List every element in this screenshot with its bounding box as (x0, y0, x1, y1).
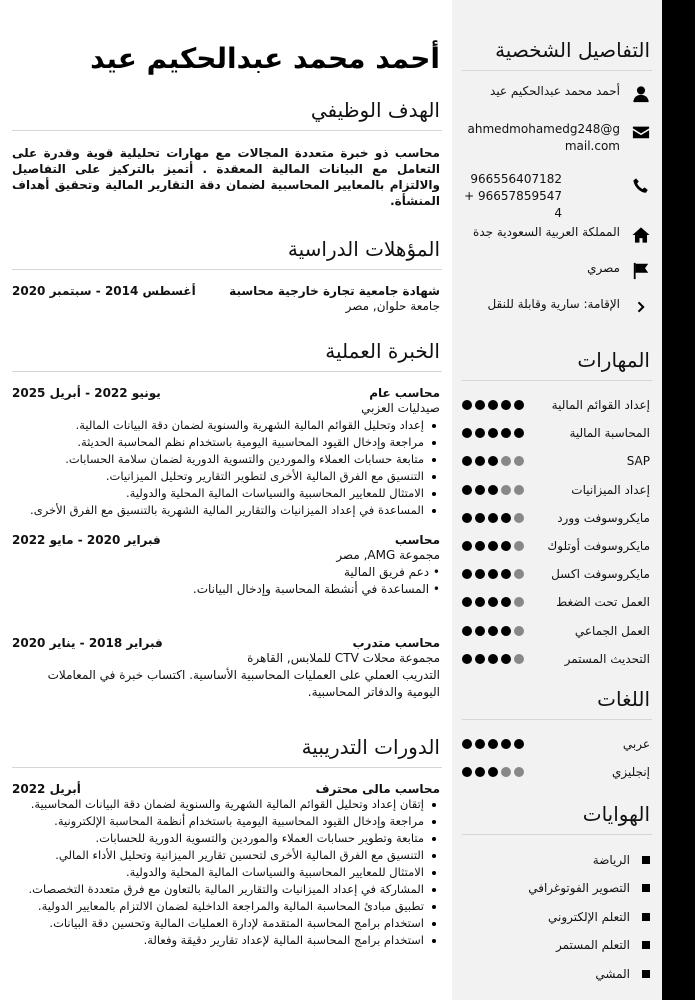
skill-name: التحديث المستمر (564, 651, 650, 666)
hobby-row (462, 902, 652, 931)
contact-residency-text: الإقامة: سارية وقابلة للنقل (487, 297, 620, 311)
filled-dot (475, 485, 485, 495)
filled-dot (501, 626, 511, 636)
empty-dot (514, 654, 524, 664)
black-edge-strip (662, 0, 695, 1000)
filled-dot (462, 597, 472, 607)
rating-dots (462, 654, 524, 664)
filled-dot (462, 428, 472, 438)
objective-text: محاسب ذو خبرة متعددة المجالات مع مهارات تحليلية قوية وقدرة على التعامل مع البيانات المالية المعقدة . أتميز بالتركيز على التفاصيل والالتزام بالمعايير المحاسبية لضمان دقة التقارير المالية وتحقيق أهداف المنشأة. (12, 146, 440, 208)
filled-dot (475, 541, 485, 551)
filled-dot (475, 400, 485, 410)
hobby-row (462, 931, 652, 960)
filled-dot (462, 456, 472, 466)
skill-name: المحاسبة المالية (569, 426, 650, 441)
experience-heading: الخبرة العملية (12, 329, 442, 372)
filled-dot (462, 513, 472, 523)
filled-dot (501, 597, 511, 607)
filled-dot (488, 767, 498, 777)
hobby-name: التعلم الإلكتروني (547, 909, 630, 924)
skill-name: العمل تحت الضغط (556, 595, 650, 610)
empty-dot (501, 456, 511, 466)
contact-nationality-text: مصري (587, 261, 620, 275)
flag-icon (630, 262, 652, 280)
job-line: • دعم فريق المالية (343, 565, 440, 579)
filled-dot (501, 654, 511, 664)
filled-dot (462, 400, 472, 410)
skill-row (462, 645, 652, 673)
empty-dot (514, 597, 524, 607)
skill-name: العمل الجماعي (574, 623, 650, 638)
filled-dot (514, 400, 524, 410)
rating-dots (462, 428, 524, 438)
language-name: عربي (622, 736, 650, 751)
rating-dots (462, 541, 524, 551)
hobby-name: التصوير الفوتوغرافي (528, 881, 630, 896)
course-header (12, 782, 442, 796)
job-company: مجموعة محلات CTV للملابس, القاهرة (247, 651, 440, 665)
job-entry (12, 386, 442, 519)
education-degree: شهادة جامعية تجارة خارجية محاسبة (229, 284, 440, 298)
filled-dot (501, 513, 511, 523)
filled-dot (488, 597, 498, 607)
filled-dot (475, 739, 485, 749)
course-date: أبريل 2022 (12, 782, 81, 796)
language-name: إنجليزي (611, 765, 650, 780)
course-bullets (12, 796, 442, 949)
skills-heading: المهارات (462, 330, 652, 381)
filled-dot (488, 739, 498, 749)
job-dates: يونيو 2022 - أبريل 2025 (12, 386, 161, 400)
empty-dot (514, 569, 524, 579)
hobby-name: المشي (595, 966, 630, 981)
bullet-item: إتقان إعداد وتحليل القوائم المالية الشهرية والسنوية لضمان دقة البيانات المحاسبية. (12, 796, 424, 813)
skill-row (462, 391, 652, 419)
job-company: مجموعة AMG, مصر (336, 548, 440, 562)
phone-icon (630, 177, 652, 195)
skill-row (462, 476, 652, 504)
filled-dot (462, 541, 472, 551)
job-header (12, 533, 442, 547)
chevron-icon (630, 298, 652, 316)
job-title: محاسب متدرب (352, 636, 440, 650)
square-bullet-icon (642, 941, 650, 949)
filled-dot (488, 654, 498, 664)
filled-dot (488, 541, 498, 551)
filled-dot (475, 626, 485, 636)
skill-name: SAP (626, 454, 650, 469)
hobbies-heading: الهوايات (462, 786, 652, 835)
hobby-name: الرياضة (592, 852, 630, 867)
skill-row (462, 617, 652, 645)
bullet-item: متابعة وتطوير حسابات العملاء والموردين والتسوية الدورية للحسابات. (12, 830, 424, 847)
skill-row (462, 588, 652, 616)
filled-dot (488, 428, 498, 438)
square-bullet-icon (642, 970, 650, 978)
language-row (462, 730, 652, 758)
bullet-item: مراجعة وإدخال القيود المحاسبية اليومية باستخدام أنظمة المحاسبة الإلكترونية. (12, 813, 424, 830)
job-bullets (12, 417, 442, 519)
filled-dot (462, 767, 472, 777)
bullet-item: إعداد وتحليل القوائم المالية الشهرية والسنوية لضمان دقة البيانات المالية. (12, 417, 424, 434)
contact-email-text[interactable]: ahmedmohamedg248@gmail.com (467, 122, 620, 153)
empty-dot (501, 485, 511, 495)
contact-email-row (462, 119, 652, 163)
courses-heading: الدورات التدريبية (12, 725, 442, 768)
bullet-item: متابعة حسابات العملاء والموردين والتسوية الدورية لضمان سلامة الحسابات. (12, 451, 424, 468)
skill-name: مايكروسوفت أوتلوك (547, 539, 650, 554)
home-icon (630, 226, 652, 244)
job-line: • المساعدة في أنشطة المحاسبة وإدخال البيانات. (192, 582, 440, 596)
rating-dots (462, 626, 524, 636)
bullet-item: التنسيق مع الفرق المالية الأخرى لتطوير التقارير وتحليل الميزانيات. (12, 468, 424, 485)
hobby-row (462, 874, 652, 903)
rating-dots (462, 400, 524, 410)
empty-dot (514, 485, 524, 495)
job-company: صيدليات العزبي (361, 401, 440, 415)
skill-name: مايكروسوفت اكسل (551, 567, 650, 582)
bullet-item: الامتثال للمعايير المحاسبية والسياسات المالية المحلية والدولية. (12, 864, 424, 881)
filled-dot (488, 400, 498, 410)
bullet-item: المساعدة في إعداد الميزانيات والتقارير المالية الشهرية بالتنسيق مع الفرق الأخرى. (12, 502, 424, 519)
filled-dot (475, 654, 485, 664)
education-school: جامعة حلوان, مصر (345, 299, 440, 313)
education-dates: أغسطس 2014 - سبتمبر 2020 (12, 284, 196, 298)
contact-nationality-row (462, 258, 652, 294)
contact-address-row (462, 222, 652, 258)
hobby-row (462, 845, 652, 874)
filled-dot (501, 400, 511, 410)
filled-dot (501, 739, 511, 749)
filled-dot (475, 428, 485, 438)
filled-dot (488, 569, 498, 579)
filled-dot (501, 428, 511, 438)
filled-dot (462, 739, 472, 749)
envelope-icon (630, 123, 652, 141)
bullet-item: تطبيق مبادئ المحاسبة المالية والمراجعة الداخلية لضمان الالتزام بالمعايير الدولية. (12, 898, 424, 915)
candidate-name: أحمد محمد عبدالحكيم عيد (90, 42, 440, 75)
empty-dot (514, 513, 524, 523)
rating-dots (462, 739, 524, 749)
language-row (462, 758, 652, 786)
skill-name: مايكروسوفت وورد (557, 510, 650, 525)
empty-dot (514, 626, 524, 636)
job-entry (12, 636, 442, 701)
bullet-item: مراجعة وإدخال القيود المحاسبية اليومية باستخدام نظم المحاسبة الحديثة. (12, 434, 424, 451)
filled-dot (514, 428, 524, 438)
languages-list (462, 730, 652, 786)
job-dates: فبراير 2018 - يناير 2020 (12, 636, 163, 650)
filled-dot (462, 485, 472, 495)
filled-dot (475, 597, 485, 607)
hobbies-list (462, 845, 652, 988)
contact-name-text: أحمد محمد عبدالحكيم عيد (490, 84, 620, 98)
contact-phone-text[interactable]: 966556407182+ 966578595474 (464, 172, 562, 220)
objective-heading: الهدف الوظيفي (12, 88, 442, 131)
filled-dot (462, 626, 472, 636)
hobby-name: التعلم المستمر (556, 938, 630, 953)
filled-dot (488, 456, 498, 466)
bullet-item: استخدام برامج المحاسبة المتقدمة لإدارة العمليات المالية وتحسين دقة البيانات. (12, 915, 424, 932)
languages-heading: اللغات (462, 673, 652, 720)
job-title: محاسب عام (369, 386, 440, 400)
filled-dot (501, 569, 511, 579)
rating-dots (462, 569, 524, 579)
bullet-item: الامتثال للمعايير المحاسبية والسياسات المالية المحلية والدولية. (12, 485, 424, 502)
main-content (12, 0, 442, 1000)
filled-dot (475, 767, 485, 777)
skills-list (462, 391, 652, 673)
empty-dot (514, 541, 524, 551)
empty-dot (514, 456, 524, 466)
filled-dot (488, 626, 498, 636)
user-icon (630, 85, 652, 103)
hobby-row (462, 960, 652, 989)
education-entry (12, 284, 442, 298)
filled-dot (475, 456, 485, 466)
rating-dots (462, 597, 524, 607)
empty-dot (501, 767, 511, 777)
filled-dot (501, 541, 511, 551)
rating-dots (462, 767, 524, 777)
job-header (12, 386, 442, 400)
course-title: محاسب مالى محترف (315, 782, 440, 796)
skill-row (462, 560, 652, 588)
rating-dots (462, 513, 524, 523)
personal-details-heading: التفاصيل الشخصية (462, 0, 652, 71)
job-title: محاسب (394, 533, 440, 547)
filled-dot (462, 654, 472, 664)
square-bullet-icon (642, 856, 650, 864)
empty-dot (514, 767, 524, 777)
filled-dot (462, 569, 472, 579)
filled-dot (488, 485, 498, 495)
filled-dot (488, 513, 498, 523)
job-description: التدريب العملي على العمليات المحاسبية الأساسية. اكتساب خبرة في المعاملات اليومية والدفاتر المحاسبية. (47, 668, 440, 699)
filled-dot (475, 569, 485, 579)
bullet-item: المشاركة في إعداد الميزانيات والتقارير المالية بالتعاون مع فرق متعددة التخصصات. (12, 881, 424, 898)
filled-dot (475, 513, 485, 523)
contact-name-row (462, 81, 652, 119)
skill-row (462, 504, 652, 532)
skill-row (462, 419, 652, 447)
bullet-item: التنسيق مع الفرق المالية الأخرى لتحسين تقارير الميزانية وتحليل الأداء المالي. (12, 847, 424, 864)
skill-row (462, 447, 652, 475)
skill-row (462, 532, 652, 560)
education-heading: المؤهلات الدراسية (12, 227, 442, 270)
rating-dots (462, 485, 524, 495)
square-bullet-icon (642, 884, 650, 892)
skill-name: إعداد القوائم المالية (551, 398, 650, 413)
filled-dot (514, 739, 524, 749)
contact-phone-row (462, 163, 652, 222)
rating-dots (462, 456, 524, 466)
bullet-item: استخدام برامج المحاسبة المالية لإعداد تقارير دقيقة وفعالة. (12, 932, 424, 949)
skill-name: إعداد الميزانيات (571, 482, 650, 497)
job-entry (12, 533, 442, 598)
job-header (12, 636, 442, 650)
contact-address-text: المملكة العربية السعودية جدة (473, 225, 620, 239)
job-dates: فبراير 2020 - مايو 2022 (12, 533, 161, 547)
square-bullet-icon (642, 913, 650, 921)
sidebar (452, 0, 662, 1000)
contact-residency-row (462, 294, 652, 330)
